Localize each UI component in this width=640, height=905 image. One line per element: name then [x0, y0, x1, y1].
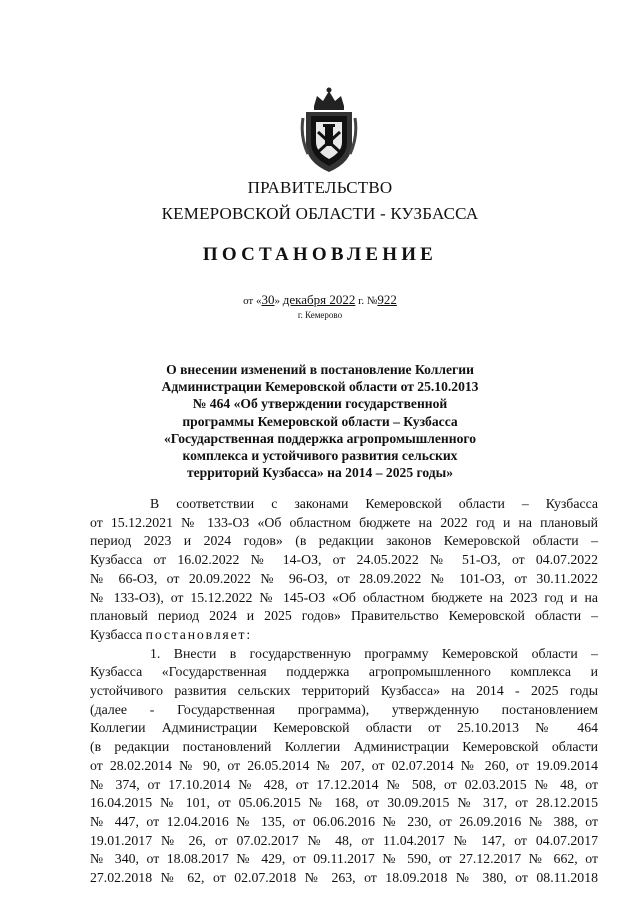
item-line: 19.01.2017 № 26, от 07.02.2017 № 48, от 11.04.2017 № 147, от 04.07.2017	[90, 832, 598, 848]
item-line: (далее - Государственная программа), утвержденную постановлением	[90, 701, 598, 717]
item-line: Кузбасса «Государственная поддержка агропромышленного комплекса и	[90, 664, 598, 680]
body-line: № 66-ОЗ, от 20.09.2022 № 96-ОЗ, от 28.09.2022 № 101-ОЗ, от 30.11.2022	[90, 570, 598, 586]
item-line: 27.02.2018 № 62, от 02.07.2018 № 263, от 18.09.2018 № 380, от 08.11.2018	[90, 870, 598, 886]
title-line: «Государственная поддержка агропромышленного	[164, 430, 476, 446]
item-line: № 374, от 17.10.2014 № 428, от 17.12.2014 № 508, от 02.03.2015 № 48, от	[90, 776, 598, 792]
region-name: КЕМЕРОВСКОЙ ОБЛАСТИ - КУЗБАССА	[161, 204, 479, 223]
decree-month-year: декабря 2022	[282, 292, 356, 307]
title-line: № 464 «Об утверждении государственной	[192, 396, 448, 412]
item-line: устойчивого развития сельских территорий Кузбасса» на 2014 - 2025 годы	[90, 683, 598, 699]
title-line: территорий Кузбасса» на 2014 – 2025 годы»	[186, 465, 454, 481]
title-line: программы Кемеровской области – Кузбасса	[182, 413, 458, 429]
number-label: №	[366, 295, 378, 307]
close-quote: »	[274, 295, 280, 307]
body-line: № 133-ОЗ), от 15.12.2022 № 145-ОЗ «Об областном бюджете на 2023 год и на	[90, 589, 598, 605]
item-line: 1. Внести в государственную программу Кемеровской области –	[150, 645, 598, 661]
date-number-line	[0, 292, 640, 308]
document-type: ПОСТАНОВЛЕНИЕ	[202, 244, 438, 265]
body-line: период 2023 и 2024 годов» (в редакции законов Кемеровской области –	[90, 533, 598, 549]
item-line: Коллегии Администрации Кемеровской области от 25.10.2013 № 464	[90, 720, 598, 736]
resolves-prefix: Кузбасса	[90, 626, 143, 642]
title-line: комплекса и устойчивого развития сельских	[182, 448, 458, 464]
decree-day: 30	[261, 292, 275, 307]
title-line: Администрации Кемеровской области от 25.10.2013	[161, 379, 479, 395]
item-line: (в редакции постановлений Коллегии Администрации Кемеровской области	[90, 739, 598, 755]
year-suffix: г.	[358, 295, 365, 307]
government-title: ПРАВИТЕЛЬСТВО	[247, 178, 393, 197]
body-line: Кузбасса от 16.02.2022 № 14-ОЗ, от 24.05.2022 № 51-ОЗ, от 04.07.2022	[90, 552, 598, 568]
from-label: от «	[243, 295, 262, 307]
resolves-line	[90, 626, 598, 645]
item-line: от 28.02.2014 № 90, от 26.05.2014 № 207, от 02.07.2014 № 260, от 19.09.2014	[90, 757, 598, 773]
decree-body	[90, 495, 598, 888]
coat-of-arms-emblem	[300, 82, 358, 178]
city-name: г. Кемерово	[297, 310, 343, 320]
item-line: № 447, от 12.04.2016 № 135, от 06.06.2016 № 230, от 26.09.2016 № 388, от	[90, 813, 598, 829]
title-line: О внесении изменений в постановление Коллегии	[166, 362, 474, 377]
item-line: 16.04.2015 № 101, от 05.06.2015 № 168, от 30.09.2015 № 317, от 28.12.2015	[90, 795, 598, 811]
body-line: В соответствии с законами Кемеровской области – Кузбасса	[150, 496, 598, 511]
decree-title	[120, 361, 520, 481]
resolves-word: постановляет:	[145, 626, 252, 642]
decree-number: 922	[377, 292, 397, 307]
body-line: плановый период 2024 и 2025 годов» Правительство Кемеровской области –	[90, 608, 598, 624]
item-line: № 340, от 18.08.2017 № 429, от 09.11.2017 № 590, от 27.12.2017 № 662, от	[90, 851, 598, 867]
body-line: от 15.12.2021 № 133-ОЗ «Об областном бюджете на 2022 год и на плановый	[90, 514, 598, 530]
